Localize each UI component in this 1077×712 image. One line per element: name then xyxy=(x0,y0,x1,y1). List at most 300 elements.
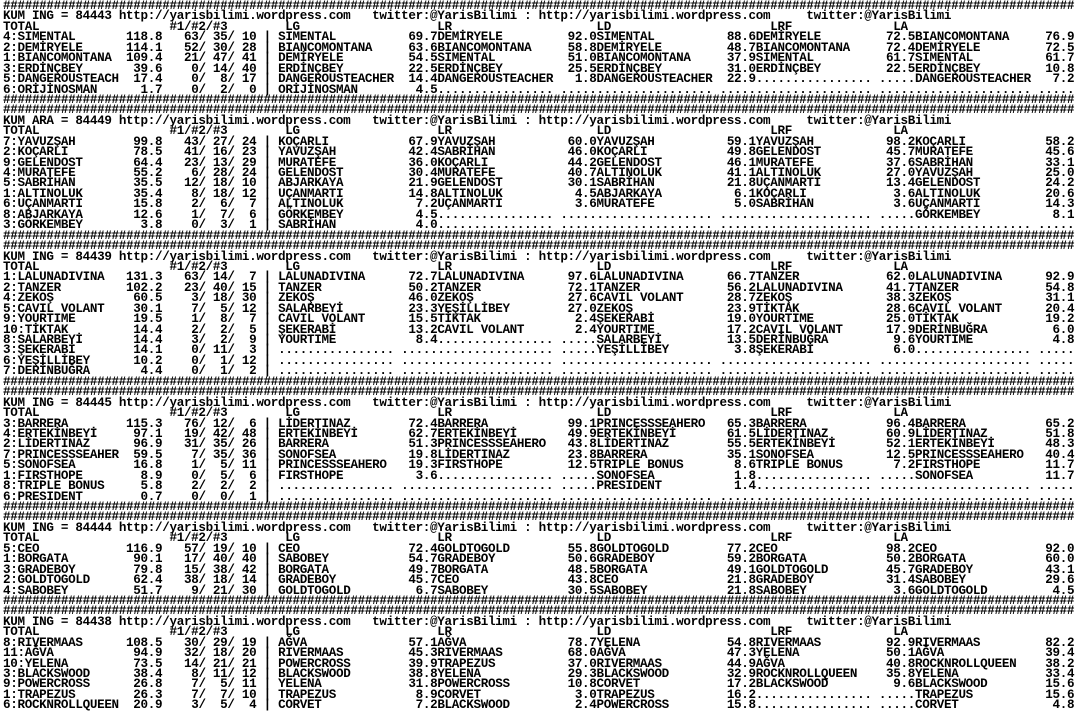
cell-lrf: CAVIL VOLANT 17.9 xyxy=(755,322,916,337)
horse-rank-name: 6:YEŞİLLİBEY xyxy=(3,353,119,368)
total-points: 35.4 xyxy=(118,186,163,201)
cell-lr: YAVUZŞAH 60.0 xyxy=(437,134,597,149)
cell-lr: GOLDTOGOLD 55.8 xyxy=(437,541,597,556)
pipe-separator: | xyxy=(256,40,279,55)
col-header-lg: LG xyxy=(285,406,300,421)
cell-ld: DEMİRYELE 48.7 xyxy=(596,40,756,55)
pipe-separator: | xyxy=(256,426,279,441)
hash-separator: #################################################################################################################################################### xyxy=(3,92,1075,107)
place-counts: 0/ 0/ 1 xyxy=(176,489,257,504)
cell-ld: ERDİNÇBEY 31.0 xyxy=(596,61,756,76)
cell-lr: UÇANMARTI 3.6 xyxy=(437,197,597,212)
cell-la: DERİNBUĞRA 6.0 xyxy=(915,322,1075,337)
cell-lg: GRADEBOY 45.7 xyxy=(278,573,438,588)
pipe-separator: | xyxy=(256,541,279,556)
place-counts: 8/ 18/ 12 xyxy=(176,186,257,201)
cell-la: ................ ..... xyxy=(915,82,1075,97)
cell-ld: ŞEKERABİ 19.0 xyxy=(596,312,756,327)
cell-la: KOÇARLI 58.2 xyxy=(915,134,1075,149)
cell-ld: ................ ..... xyxy=(596,82,756,97)
cell-lrf: ................ ..... xyxy=(755,489,916,504)
horse-rank-name: 5:CEO xyxy=(3,541,119,556)
hash-separator: #################################################################################################################################################### xyxy=(3,593,1075,608)
twitter-handle: twitter:@YarisBilimi xyxy=(372,614,517,629)
pipe-separator: | xyxy=(256,51,279,66)
col-header-lr: LR xyxy=(437,124,452,139)
place-counts: 30/ 29/ 19 xyxy=(176,635,257,650)
hash-separator: #################################################################################################################################################### xyxy=(3,510,1075,525)
cell-lrf: ZEKOŞ 38.3 xyxy=(755,291,916,306)
cell-ld: RIVERMAAS 44.9 xyxy=(596,656,756,671)
horse-rank-name: 8:RIVERMAAS xyxy=(3,635,119,650)
block-title: KUM ING = 84443 xyxy=(3,9,112,24)
cell-lr: DANGEROUSTEACHER 1.8 xyxy=(437,72,597,87)
place-counts: 3/ 2/ 9 xyxy=(176,333,257,347)
cell-ld: LİDERTINAZ 55.5 xyxy=(596,437,756,452)
hash-separator: #################################################################################################################################################### xyxy=(3,103,1075,118)
place-counts: 7/ 5/ 11 xyxy=(176,677,257,692)
total-points: 38.4 xyxy=(118,667,163,681)
place-counts: 57/ 19/ 10 xyxy=(176,541,257,556)
cell-la: SABOBEY 29.6 xyxy=(915,573,1075,588)
horse-rank-name: 8:ABJARKAYA xyxy=(3,207,119,222)
cell-lrf: UÇANMARTI 13.4 xyxy=(755,176,916,191)
cell-lrf: GOLDTOGOLD 45.7 xyxy=(755,562,916,577)
total-points: 39.6 xyxy=(118,61,163,76)
block-header: KUM ING = 84438 http://yarisbilimi.wordpress.com twitter:@YarisBilimi : http://yarisbilimi.wordpress.com twitter:@YarisBilimi xyxy=(3,614,952,629)
col-header-ld: LD xyxy=(596,19,611,34)
pipe-separator: | xyxy=(256,479,279,494)
cell-ld: MURATEFE 5.0 xyxy=(596,197,756,212)
cell-lg: TANZER 50.2 xyxy=(278,280,438,295)
cell-ld: CEO 21.8 xyxy=(596,573,756,588)
place-counts: 0/ 3/ 1 xyxy=(176,218,257,233)
twitter-handle-2: twitter:@YarisBilimi xyxy=(806,520,952,535)
cell-ld: CAVIL VOLANT 28.7 xyxy=(596,291,756,306)
col-header-lg: LG xyxy=(285,124,300,139)
cell-lrf: SIMENTAL 61.7 xyxy=(755,51,916,66)
place-counts: 0/ 1/ 12 xyxy=(176,353,257,368)
pipe-separator: | xyxy=(256,583,279,598)
cell-lrf: KOÇARLI 3.6 xyxy=(755,186,916,201)
hash-separator: #################################################################################################################################################### xyxy=(3,239,1075,254)
site-url: http://yarisbilimi.wordpress.com xyxy=(118,113,351,128)
place-counts: 52/ 30/ 28 xyxy=(176,40,257,55)
cell-la: SONOFSEA 11.7 xyxy=(915,468,1075,483)
col-header-lr: LR xyxy=(437,531,452,546)
total-points: 115.3 xyxy=(118,416,163,431)
cell-lrf: BIANCOMONTANA 72.4 xyxy=(755,40,916,55)
cell-lg: TRAPEZUS 8.9 xyxy=(278,687,438,702)
horse-rank-name: 3:BARRERA xyxy=(3,416,119,431)
pipe-separator: | xyxy=(256,364,279,379)
total-points: 109.4 xyxy=(118,51,163,66)
cell-lg: SIMENTAL 69.7 xyxy=(278,30,438,45)
place-counts: 0/ 2/ 0 xyxy=(176,82,257,97)
cell-lrf: TRIPLE BONUS 7.2 xyxy=(755,458,916,473)
total-points: 8.9 xyxy=(118,468,163,483)
horse-rank-name: 7:PRINCESSSEAHER xyxy=(3,447,119,462)
pipe-separator: | xyxy=(256,333,279,347)
cell-lr: ................ ..... xyxy=(437,353,597,368)
place-counts: 38/ 18/ 14 xyxy=(176,573,257,588)
place-counts: 7/ 5/ 12 xyxy=(176,301,257,316)
cell-lrf: LİDERTINAZ 60.9 xyxy=(755,426,916,441)
pipe-separator: | xyxy=(256,687,279,702)
col-header-lrf: LRF xyxy=(770,19,792,34)
cell-ld: BORGATA 49.1 xyxy=(596,562,756,577)
pipe-separator: | xyxy=(256,176,279,191)
horse-rank-name: 1:FIRSTHOPE xyxy=(3,468,119,483)
col-header-123: #1/#2/#3 xyxy=(169,625,228,640)
col-header-total: TOTAL xyxy=(3,19,40,34)
pipe-separator: | xyxy=(256,166,279,180)
cell-lrf: ALTINOLUK 27.0 xyxy=(755,166,916,180)
total-points: 16.8 xyxy=(118,458,163,473)
cell-lr: RIVERMAAS 68.0 xyxy=(437,646,597,661)
stat-row xyxy=(3,700,1077,710)
cell-la: ................ ..... xyxy=(915,218,1075,233)
cell-lg: RIVERMAAS 45.3 xyxy=(278,646,438,661)
cell-lg: ................ ..... xyxy=(278,364,438,379)
cell-ld: AĞVA 47.3 xyxy=(596,646,756,661)
place-counts: 7/ 35/ 36 xyxy=(176,447,257,462)
block-title: KUM ING = 84439 xyxy=(3,249,112,264)
horse-rank-name: 5:SONOFSEA xyxy=(3,458,119,473)
col-header-total: TOTAL xyxy=(3,531,40,546)
col-header-123: #1/#2/#3 xyxy=(169,406,228,421)
total-points: 131.3 xyxy=(118,270,163,285)
horse-rank-name: 3:BLACKSWOOD xyxy=(3,667,119,681)
cell-ld: ................ ..... xyxy=(596,489,756,504)
cell-ld: TRAPEZUS 16.2 xyxy=(596,687,756,702)
cell-lr: CAVIL VOLANT 2.4 xyxy=(437,322,597,337)
horse-rank-name: 5:DANGEROUSTEACH xyxy=(3,72,119,87)
total-points: 55.2 xyxy=(118,166,163,180)
pipe-separator: | xyxy=(256,82,279,97)
cell-la: GOLDTOGOLD 4.5 xyxy=(915,583,1075,598)
col-header-lrf: LRF xyxy=(770,259,792,274)
cell-lg: GÖRKEMBEY 4.5 xyxy=(278,207,438,222)
pipe-separator: | xyxy=(256,145,279,160)
cell-ld: ................ ..... xyxy=(596,207,756,222)
cell-lrf: DERİNBUĞRA 9.6 xyxy=(755,333,916,347)
horse-rank-name: 3:ERDİNÇBEY xyxy=(3,61,119,76)
block-header: KUM ARA = 84449 http://yarisbilimi.wordpress.com twitter:@YarisBilimi : http://yarisbilimi.wordpress.com twitter:@YarisBilimi xyxy=(3,113,952,128)
cell-lg: ................ ..... xyxy=(278,489,438,504)
col-header-lr: LR xyxy=(437,625,452,640)
col-header-la: LA xyxy=(893,19,908,34)
col-header-123: #1/#2/#3 xyxy=(169,19,228,34)
col-header-ld: LD xyxy=(596,259,611,274)
pipe-separator: | xyxy=(256,322,279,337)
cell-ld: YAVUZŞAH 59.1 xyxy=(596,134,756,149)
pipe-separator: | xyxy=(256,155,279,170)
pipe-separator: | xyxy=(256,72,279,87)
cell-lr: LİDERTINAZ 23.8 xyxy=(437,447,597,462)
cell-lg: SONOFSEA 19.8 xyxy=(278,447,438,462)
horse-rank-name: 2:KOÇARLI xyxy=(3,145,119,160)
cell-ld: ................ ..... xyxy=(596,364,756,379)
cell-ld: KOÇARLI 49.8 xyxy=(596,145,756,160)
horse-rank-name: 9:POWERCROSS xyxy=(3,677,119,692)
horse-rank-name: 1:TRAPEZUS xyxy=(3,687,119,702)
col-header-lg: LG xyxy=(285,259,300,274)
cell-lr: YELENA 29.3 xyxy=(437,667,597,681)
cell-lr: TANZER 72.1 xyxy=(437,280,597,295)
cell-lrf: ROCKNROLLQUEEN 35.8 xyxy=(755,667,916,681)
cell-lrf: SONOFSEA 12.5 xyxy=(755,447,916,462)
cell-la: DEMİRYELE 72.5 xyxy=(915,40,1075,55)
site-url-2: http://yarisbilimi.wordpress.com xyxy=(538,9,771,24)
cell-lg: DEMİRYELE 54.5 xyxy=(278,51,438,66)
cell-lg: DANGEROUSTEACHER 14.4 xyxy=(278,72,438,87)
cell-lrf: AĞVA 40.8 xyxy=(755,656,916,671)
cell-lrf: ŞEKERABİ 6.0 xyxy=(755,343,916,358)
cell-lr: SIMENTAL 51.0 xyxy=(437,51,597,66)
total-points: 0.7 xyxy=(118,489,163,504)
place-counts: 1/ 5/ 11 xyxy=(176,458,257,473)
cell-ld: ALTINOLUK 41.1 xyxy=(596,166,756,180)
horse-rank-name: 1:ALTINOLUK xyxy=(3,186,119,201)
cell-lrf: YOURTIME 25.0 xyxy=(755,312,916,327)
cell-ld: GOLDTOGOLD 77.2 xyxy=(596,541,756,556)
cell-lrf: ................ ..... xyxy=(755,82,916,97)
twitter-handle: twitter:@YarisBilimi xyxy=(372,520,517,535)
cell-lr: PRINCESSSEAHERO 43.8 xyxy=(437,437,597,452)
cell-lrf: ................ ..... xyxy=(755,72,916,87)
cell-lr: LALUNADIVINA 97.6 xyxy=(437,270,597,285)
pipe-separator: | xyxy=(256,186,279,201)
col-header-la: LA xyxy=(893,531,908,546)
total-points: 90.1 xyxy=(118,552,163,567)
total-points: 118.8 xyxy=(118,30,163,45)
cell-lrf: ERDİNÇBEY 22.5 xyxy=(755,61,916,76)
cell-ld: PRINCESSSEAHERO 65.3 xyxy=(596,416,756,431)
site-url: http://yarisbilimi.wordpress.com xyxy=(118,614,351,629)
place-counts: 1/ 8/ 7 xyxy=(176,312,257,327)
cell-lr: ................ ..... xyxy=(437,479,597,494)
col-header-ld: LD xyxy=(596,124,611,139)
cell-la: BIANCOMONTANA 76.9 xyxy=(915,30,1075,45)
hash-separator: #################################################################################################################################################### xyxy=(3,604,1075,619)
horse-rank-name: 1:BORGATA xyxy=(3,552,119,567)
cell-la: GRADEBOY 43.1 xyxy=(915,562,1075,577)
cell-la: BARRERA 65.2 xyxy=(915,416,1075,431)
block-title: KUM ARA = 84449 xyxy=(3,113,112,128)
cell-ld: ERTEKİNBEYİ 61.5 xyxy=(596,426,756,441)
block-header: KUM ING = 84439 http://yarisbilimi.wordpress.com twitter:@YarisBilimi : http://yarisbilimi.wordpress.com twitter:@YarisBilimi xyxy=(3,249,952,264)
cell-la: TRAPEZUS 15.6 xyxy=(915,687,1075,702)
total-points: 51.7 xyxy=(118,583,163,598)
horse-rank-name: 2:TANZER xyxy=(3,280,119,295)
cell-lrf: ................ ..... xyxy=(755,687,916,702)
place-counts: 76/ 12/ 6 xyxy=(176,416,257,431)
twitter-handle-2: twitter:@YarisBilimi xyxy=(806,614,952,629)
col-header-total: TOTAL xyxy=(3,625,40,640)
pipe-separator: | xyxy=(256,458,279,473)
cell-lr: ALTINOLUK 4.5 xyxy=(437,186,597,201)
cell-lrf: GELENDOST 45.7 xyxy=(755,145,916,160)
place-counts: 6/ 28/ 24 xyxy=(176,166,257,180)
twitter-handle: twitter:@YarisBilimi xyxy=(372,395,517,410)
place-counts: 23/ 13/ 29 xyxy=(176,155,257,170)
pipe-separator: | xyxy=(256,197,279,212)
place-counts: 31/ 35/ 26 xyxy=(176,437,257,452)
cell-lrf: ................ ..... xyxy=(755,207,916,222)
cell-lg: CORVET 7.2 xyxy=(278,698,438,712)
total-points: 12.6 xyxy=(118,207,163,222)
cell-lg: GOLDTOGOLD 6.7 xyxy=(278,583,438,598)
horse-rank-name: 6:PRESIDENT xyxy=(3,489,119,504)
cell-la: DANGEROUSTEACHER 7.2 xyxy=(915,72,1075,87)
place-counts: 63/ 14/ 7 xyxy=(176,270,257,285)
place-counts: 2/ 6/ 7 xyxy=(176,197,257,212)
place-counts: 3/ 18/ 30 xyxy=(176,291,257,306)
place-counts: 0/ 11/ 3 xyxy=(176,343,257,358)
place-counts: 2/ 2/ 2 xyxy=(176,479,257,494)
total-points: 108.5 xyxy=(118,635,163,650)
pipe-separator: | xyxy=(256,437,279,452)
total-points: 1.7 xyxy=(118,82,163,97)
cell-lg: LİDERTINAZ 72.4 xyxy=(278,416,438,431)
cell-ld: ABJARKAYA 6.1 xyxy=(596,186,756,201)
total-points: 60.5 xyxy=(118,291,163,306)
cell-lrf: GRADEBOY 31.4 xyxy=(755,573,916,588)
cell-lg: AĞVA 57.1 xyxy=(278,635,438,650)
total-points: 99.8 xyxy=(118,134,163,149)
hash-separator: #################################################################################################################################################### xyxy=(3,0,1075,13)
place-counts: 7/ 7/ 10 xyxy=(176,687,257,702)
cell-la: ................ ..... xyxy=(915,489,1075,504)
total-points: 79.8 xyxy=(118,562,163,577)
pipe-separator: | xyxy=(256,61,279,76)
cell-lrf: LALUNADIVINA 41.7 xyxy=(755,280,916,295)
horse-rank-name: 3:ŞEKERABİ xyxy=(3,343,119,358)
cell-ld: YELENA 54.8 xyxy=(596,635,756,650)
cell-lg: YAVUZŞAH 42.4 xyxy=(278,145,438,160)
site-url-2: http://yarisbilimi.wordpress.com xyxy=(538,520,771,535)
horse-rank-name: 5:SABRİHAN xyxy=(3,176,119,191)
cell-la: ERDİNÇBEY 10.8 xyxy=(915,61,1075,76)
twitter-handle-2: twitter:@YarisBilimi xyxy=(806,395,952,410)
cell-la: ERTEKİNBEYİ 48.3 xyxy=(915,437,1075,452)
total-points: 94.9 xyxy=(118,646,163,661)
cell-la: ZEKOŞ 31.1 xyxy=(915,291,1075,306)
horse-rank-name: 9:GELENDOST xyxy=(3,155,119,170)
place-counts: 3/ 5/ 4 xyxy=(176,698,257,712)
cell-ld: BIANCOMONTANA 37.9 xyxy=(596,51,756,66)
total-points: 26.8 xyxy=(118,677,163,692)
place-counts: 15/ 38/ 42 xyxy=(176,562,257,577)
cell-ld: BARRERA 35.1 xyxy=(596,447,756,462)
cell-lrf: BORGATA 50.2 xyxy=(755,552,916,567)
total-points: 102.2 xyxy=(118,280,163,295)
cell-lrf: MURATEFE 37.6 xyxy=(755,155,916,170)
site-url-2: http://yarisbilimi.wordpress.com xyxy=(538,395,771,410)
cell-lg: KOÇARLI 67.9 xyxy=(278,134,438,149)
cell-lg: GELENDOST 30.4 xyxy=(278,166,438,180)
col-header-lrf: LRF xyxy=(770,124,792,139)
pipe-separator: | xyxy=(256,353,279,368)
cell-lrf: ERTEKİNBEYİ 52.1 xyxy=(755,437,916,452)
pipe-separator: | xyxy=(256,343,279,358)
horse-rank-name: 8:SALARBEYİ xyxy=(3,333,119,347)
site-url-2: http://yarisbilimi.wordpress.com xyxy=(538,249,771,264)
horse-rank-name: 2:DEMİRYELE xyxy=(3,40,119,55)
horse-rank-name: 4:ERTEKİNBEYİ xyxy=(3,426,119,441)
cell-lg: ................ ..... xyxy=(278,343,438,358)
cell-lrf: ................ ..... xyxy=(755,364,916,379)
horse-rank-name: 4:ZEKOŞ xyxy=(3,291,119,306)
cell-lg: ŞEKERABİ 13.2 xyxy=(278,322,438,337)
block-title: KUM ING = 84444 xyxy=(3,520,112,535)
cell-ld: CORVET 17.2 xyxy=(596,677,756,692)
cell-lr: POWERCROSS 10.8 xyxy=(437,677,597,692)
cell-ld: SONOFSEA 1.8 xyxy=(596,468,756,483)
twitter-handle: twitter:@YarisBilimi xyxy=(372,9,517,24)
total-points: 17.4 xyxy=(118,72,163,87)
site-url: http://yarisbilimi.wordpress.com xyxy=(118,395,351,410)
col-header-lr: LR xyxy=(437,259,452,274)
pipe-separator: | xyxy=(256,301,279,316)
pipe-separator: | xyxy=(256,312,279,327)
cell-la: ................ ..... xyxy=(915,343,1075,358)
cell-lrf: BARRERA 96.4 xyxy=(755,416,916,431)
place-counts: 23/ 40/ 15 xyxy=(176,280,257,295)
cell-lg: UÇANMARTI 14.8 xyxy=(278,186,438,201)
place-counts: 0/ 1/ 2 xyxy=(176,364,257,379)
place-counts: 0/ 8/ 17 xyxy=(176,72,257,87)
pipe-separator: | xyxy=(256,291,279,306)
horse-rank-name: 3:GRADEBOY xyxy=(3,562,119,577)
cell-ld: BLACKSWOOD 32.9 xyxy=(596,667,756,681)
place-counts: 0/ 5/ 6 xyxy=(176,468,257,483)
col-header-123: #1/#2/#3 xyxy=(169,124,228,139)
cell-la: CAVIL VOLANT 20.4 xyxy=(915,301,1075,316)
cell-lg: ERDİNÇBEY 22.5 xyxy=(278,61,438,76)
cell-la: YAVUZŞAH 25.0 xyxy=(915,166,1075,180)
total-points: 96.9 xyxy=(118,437,163,452)
cell-la: UÇANMARTI 14.3 xyxy=(915,197,1075,212)
cell-lrf: YELENA 50.1 xyxy=(755,646,916,661)
cell-ld: LALUNADIVINA 66.7 xyxy=(596,270,756,285)
block-title: KUM ING = 84438 xyxy=(3,614,112,629)
cell-lr: ERDİNÇBEY 25.5 xyxy=(437,61,597,76)
cell-lr: TRAPEZUS 37.0 xyxy=(437,656,597,671)
total-points: 30.1 xyxy=(118,301,163,316)
pipe-separator: | xyxy=(256,552,279,567)
col-header-lrf: LRF xyxy=(770,406,792,421)
place-counts: 2/ 2/ 5 xyxy=(176,322,257,337)
total-points: 10.2 xyxy=(118,353,163,368)
col-header-lrf: LRF xyxy=(770,625,792,640)
cell-la: ................ ..... xyxy=(915,364,1075,379)
horse-rank-name: 2:GOLDTOGOLD xyxy=(3,573,119,588)
place-counts: 21/ 47/ 41 xyxy=(176,51,257,66)
cell-lg: MURATEFE 36.0 xyxy=(278,155,438,170)
col-header-ld: LD xyxy=(596,625,611,640)
cell-lr: ERTEKİNBEYİ 49.9 xyxy=(437,426,597,441)
twitter-handle: twitter:@YarisBilimi xyxy=(372,249,517,264)
cell-la: FIRSTHOPE 11.7 xyxy=(915,458,1075,473)
horse-rank-name: 2:LİDERTINAZ xyxy=(3,437,119,452)
cell-lr: ................ ..... xyxy=(437,207,597,222)
total-points: 35.5 xyxy=(118,176,163,191)
cell-la: LALUNADIVINA 92.9 xyxy=(915,270,1075,285)
cell-lrf: RIVERMAAS 92.9 xyxy=(755,635,916,650)
pipe-separator: | xyxy=(256,468,279,483)
